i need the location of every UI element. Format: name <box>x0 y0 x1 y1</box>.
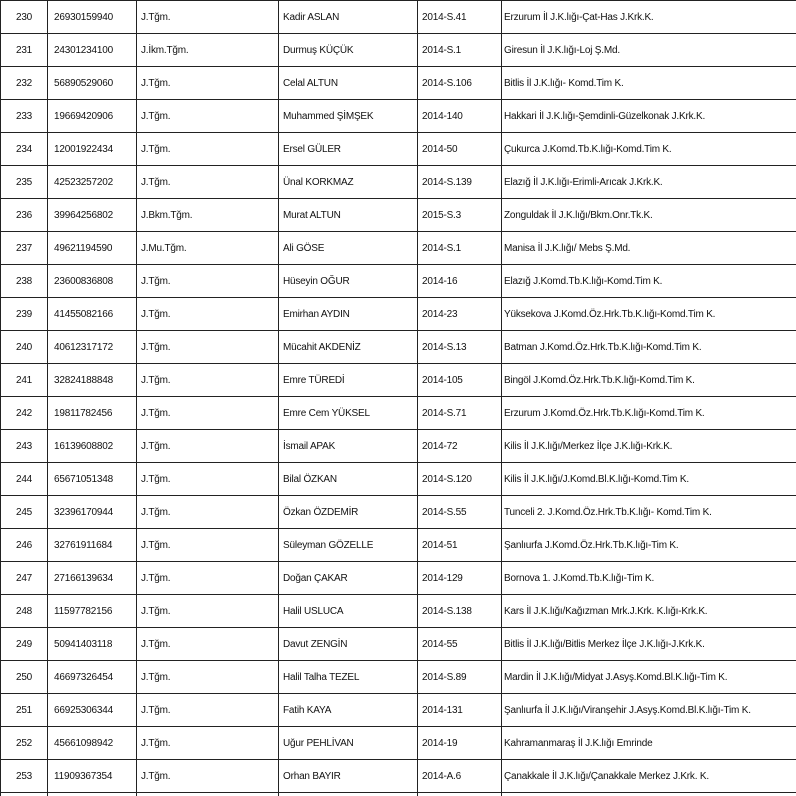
cell-assigned-unit: Şanlıurfa İl J.K.lığı/Viranşehir J.Asyş.Komd.Bl.K.lığı-Tim K. <box>502 694 796 727</box>
cell-rank: J.Mu.Tğm. <box>137 232 279 265</box>
table-row <box>1 364 796 397</box>
cell-course-code: 2014-55 <box>418 628 502 661</box>
cell-full-name: Halil USLUCA <box>279 595 418 628</box>
cell-rank: J.Tğm. <box>137 661 279 694</box>
cell-row-number: 251 <box>1 694 48 727</box>
table-row <box>1 331 796 364</box>
cell-full-name: Emre Cem YÜKSEL <box>279 397 418 430</box>
cell-assigned-unit: Bitlis İl J.K.lığı- Komd.Tim K. <box>502 67 796 100</box>
cell-row-number: 232 <box>1 67 48 100</box>
cell-course-code: 2014-51 <box>418 529 502 562</box>
cell-id-number: 50941403118 <box>48 628 137 661</box>
table-row <box>1 661 796 694</box>
cell-id-number: 27166139634 <box>48 562 137 595</box>
cell-id-number: 66925306344 <box>48 694 137 727</box>
cell-row-number: 238 <box>1 265 48 298</box>
cell-full-name: Davut ZENGİN <box>279 628 418 661</box>
table-row <box>1 166 796 199</box>
cell-row-number: 242 <box>1 397 48 430</box>
table-row-partial <box>1 793 796 796</box>
table-row <box>1 529 796 562</box>
cell-full-name: Durmuş KÜÇÜK <box>279 34 418 67</box>
cell-row-number: 248 <box>1 595 48 628</box>
table-row <box>1 496 796 529</box>
cell-assigned-unit: Elazığ J.Komd.Tb.K.lığı-Komd.Tim K. <box>502 265 796 298</box>
cell-rank: J.Tğm. <box>137 331 279 364</box>
cell-course-code: 2014-A.6 <box>418 760 502 793</box>
cell-id-number: 11909367354 <box>48 760 137 793</box>
cell-course-code: 2014-S.55 <box>418 496 502 529</box>
cell-course-code: 2014-S.138 <box>418 595 502 628</box>
cell-full-name: Özkan ÖZDEMİR <box>279 496 418 529</box>
cell-id-number: 32824188848 <box>48 364 137 397</box>
cell-row-number: 235 <box>1 166 48 199</box>
cell-full-name: Mücahit AKDENİZ <box>279 331 418 364</box>
cell-course-code: 2014-S.106 <box>418 67 502 100</box>
cell-course-code: 2014-19 <box>418 727 502 760</box>
cell-full-name: Bilal ÖZKAN <box>279 463 418 496</box>
cell-course-code: 2014-23 <box>418 298 502 331</box>
table-row <box>1 67 796 100</box>
cell-assigned-unit: Yüksekova J.Komd.Öz.Hrk.Tb.K.lığı-Komd.Tim K. <box>502 298 796 331</box>
cell-assigned-unit: Bingöl J.Komd.Öz.Hrk.Tb.K.lığı-Komd.Tim K. <box>502 364 796 397</box>
cell-full-name: Murat ALTUN <box>279 199 418 232</box>
cell-assigned-unit: Erzurum İl J.K.lığı-Çat-Has J.Krk.K. <box>502 1 796 34</box>
cell-row-number: 234 <box>1 133 48 166</box>
cell-course-code: 2014-129 <box>418 562 502 595</box>
cell-rank: J.Tğm. <box>137 727 279 760</box>
cell-course-code: 2014-105 <box>418 364 502 397</box>
cell-row-number: 245 <box>1 496 48 529</box>
cell-rank: J.Tğm. <box>137 265 279 298</box>
empty-cell <box>137 793 279 796</box>
cell-full-name: Muhammed ŞİMŞEK <box>279 100 418 133</box>
table-row <box>1 760 796 793</box>
cell-course-code: 2014-72 <box>418 430 502 463</box>
cell-row-number: 233 <box>1 100 48 133</box>
cell-rank: J.Tğm. <box>137 166 279 199</box>
cell-row-number: 246 <box>1 529 48 562</box>
cell-full-name: Emre TÜREDİ <box>279 364 418 397</box>
cell-rank: J.Tğm. <box>137 496 279 529</box>
cell-course-code: 2014-140 <box>418 100 502 133</box>
cell-row-number: 250 <box>1 661 48 694</box>
cell-rank: J.Tğm. <box>137 760 279 793</box>
table-row <box>1 694 796 727</box>
cell-course-code: 2014-S.1 <box>418 232 502 265</box>
cell-id-number: 24301234100 <box>48 34 137 67</box>
cell-full-name: Kadir ASLAN <box>279 1 418 34</box>
cell-row-number: 244 <box>1 463 48 496</box>
cell-rank: J.Tğm. <box>137 694 279 727</box>
cell-assigned-unit: Zonguldak İl J.K.lığı/Bkm.Onr.Tk.K. <box>502 199 796 232</box>
cell-rank: J.Tğm. <box>137 430 279 463</box>
cell-full-name: Uğur PEHLİVAN <box>279 727 418 760</box>
cell-row-number: 240 <box>1 331 48 364</box>
cell-assigned-unit: Batman J.Komd.Öz.Hrk.Tb.K.lığı-Komd.Tim K. <box>502 331 796 364</box>
empty-cell <box>502 793 796 796</box>
cell-rank: J.Tğm. <box>137 397 279 430</box>
cell-full-name: İsmail APAK <box>279 430 418 463</box>
cell-assigned-unit: Erzurum J.Komd.Öz.Hrk.Tb.K.lığı-Komd.Tim K. <box>502 397 796 430</box>
cell-rank: J.Tğm. <box>137 562 279 595</box>
cell-course-code: 2014-S.120 <box>418 463 502 496</box>
cell-row-number: 247 <box>1 562 48 595</box>
cell-rank: J.İkm.Tğm. <box>137 34 279 67</box>
cell-assigned-unit: Kilis İl J.K.lığı/J.Komd.Bl.K.lığı-Komd.Tim K. <box>502 463 796 496</box>
cell-full-name: Celal ALTUN <box>279 67 418 100</box>
cell-assigned-unit: Bitlis İl J.K.lığı/Bitlis Merkez İlçe J.K.lığı-J.Krk.K. <box>502 628 796 661</box>
cell-rank: J.Tğm. <box>137 100 279 133</box>
cell-rank: J.Tğm. <box>137 529 279 562</box>
cell-row-number: 231 <box>1 34 48 67</box>
cell-id-number: 12001922434 <box>48 133 137 166</box>
cell-id-number: 32396170944 <box>48 496 137 529</box>
cell-assigned-unit: Tunceli 2. J.Komd.Öz.Hrk.Tb.K.lığı- Komd.Tim K. <box>502 496 796 529</box>
cell-rank: J.Tğm. <box>137 595 279 628</box>
cell-id-number: 16139608802 <box>48 430 137 463</box>
cell-assigned-unit: Bornova 1. J.Komd.Tb.K.lığı-Tim K. <box>502 562 796 595</box>
cell-row-number: 252 <box>1 727 48 760</box>
cell-assigned-unit: Giresun İl J.K.lığı-Loj Ş.Md. <box>502 34 796 67</box>
cell-full-name: Ali GÖSE <box>279 232 418 265</box>
cell-id-number: 19811782456 <box>48 397 137 430</box>
cell-assigned-unit: Şanlıurfa J.Komd.Öz.Hrk.Tb.K.lığı-Tim K. <box>502 529 796 562</box>
table-row <box>1 34 796 67</box>
table-body <box>1 1 796 796</box>
cell-id-number: 42523257202 <box>48 166 137 199</box>
cell-rank: J.Tğm. <box>137 463 279 496</box>
cell-row-number: 243 <box>1 430 48 463</box>
cell-full-name: Ünal KORKMAZ <box>279 166 418 199</box>
empty-cell <box>418 793 502 796</box>
table-row <box>1 562 796 595</box>
cell-assigned-unit: Çukurca J.Komd.Tb.K.lığı-Komd.Tim K. <box>502 133 796 166</box>
cell-rank: J.Tğm. <box>137 1 279 34</box>
table-row <box>1 727 796 760</box>
cell-course-code: 2014-16 <box>418 265 502 298</box>
cell-full-name: Fatih KAYA <box>279 694 418 727</box>
cell-row-number: 253 <box>1 760 48 793</box>
cell-course-code: 2014-S.89 <box>418 661 502 694</box>
cell-full-name: Süleyman GÖZELLE <box>279 529 418 562</box>
table-row <box>1 595 796 628</box>
cell-full-name: Ersel GÜLER <box>279 133 418 166</box>
cell-assigned-unit: Hakkari İl J.K.lığı-Şemdinli-Güzelkonak J.Krk.K. <box>502 100 796 133</box>
cell-id-number: 56890529060 <box>48 67 137 100</box>
cell-rank: J.Tğm. <box>137 364 279 397</box>
cell-course-code: 2015-S.3 <box>418 199 502 232</box>
cell-row-number: 239 <box>1 298 48 331</box>
cell-assigned-unit: Kars İl J.K.lığı/Kağızman Mrk.J.Krk. K.lığı-Krk.K. <box>502 595 796 628</box>
cell-course-code: 2014-S.41 <box>418 1 502 34</box>
cell-id-number: 45661098942 <box>48 727 137 760</box>
cell-assigned-unit: Elazığ İl J.K.lığı-Erimli-Arıcak J.Krk.K. <box>502 166 796 199</box>
cell-id-number: 11597782156 <box>48 595 137 628</box>
cell-rank: J.Tğm. <box>137 628 279 661</box>
cell-full-name: Orhan BAYIR <box>279 760 418 793</box>
cell-id-number: 65671051348 <box>48 463 137 496</box>
table-row <box>1 232 796 265</box>
cell-full-name: Halil Talha TEZEL <box>279 661 418 694</box>
table-row <box>1 265 796 298</box>
table-row <box>1 628 796 661</box>
table-row <box>1 133 796 166</box>
empty-cell <box>48 793 137 796</box>
table-row <box>1 199 796 232</box>
table-row <box>1 397 796 430</box>
cell-row-number: 237 <box>1 232 48 265</box>
cell-assigned-unit: Mardin İl J.K.lığı/Midyat J.Asyş.Komd.Bl.K.lığı-Tim K. <box>502 661 796 694</box>
cell-rank: J.Bkm.Tğm. <box>137 199 279 232</box>
table-row <box>1 463 796 496</box>
table-row <box>1 100 796 133</box>
cell-id-number: 46697326454 <box>48 661 137 694</box>
cell-course-code: 2014-S.139 <box>418 166 502 199</box>
cell-course-code: 2014-S.71 <box>418 397 502 430</box>
cell-full-name: Emirhan AYDIN <box>279 298 418 331</box>
cell-id-number: 39964256802 <box>48 199 137 232</box>
cell-full-name: Doğan ÇAKAR <box>279 562 418 595</box>
table-row <box>1 1 796 34</box>
cell-rank: J.Tğm. <box>137 133 279 166</box>
cell-id-number: 23600836808 <box>48 265 137 298</box>
cell-row-number: 249 <box>1 628 48 661</box>
cell-course-code: 2014-S.13 <box>418 331 502 364</box>
cell-id-number: 26930159940 <box>48 1 137 34</box>
cell-row-number: 241 <box>1 364 48 397</box>
cell-rank: J.Tğm. <box>137 298 279 331</box>
table-row <box>1 430 796 463</box>
empty-cell <box>1 793 48 796</box>
cell-id-number: 41455082166 <box>48 298 137 331</box>
cell-assigned-unit: Kahramanmaraş İl J.K.lığı Emrinde <box>502 727 796 760</box>
cell-id-number: 19669420906 <box>48 100 137 133</box>
cell-id-number: 32761911684 <box>48 529 137 562</box>
cell-course-code: 2014-50 <box>418 133 502 166</box>
cell-course-code: 2014-131 <box>418 694 502 727</box>
cell-assigned-unit: Çanakkale İl J.K.lığı/Çanakkale Merkez J.Krk. K. <box>502 760 796 793</box>
cell-id-number: 49621194590 <box>48 232 137 265</box>
cell-row-number: 236 <box>1 199 48 232</box>
cell-row-number: 230 <box>1 1 48 34</box>
cell-course-code: 2014-S.1 <box>418 34 502 67</box>
cell-id-number: 40612317172 <box>48 331 137 364</box>
empty-cell <box>279 793 418 796</box>
cell-assigned-unit: Kilis İl J.K.lığı/Merkez İlçe J.K.lığı-Krk.K. <box>502 430 796 463</box>
cell-assigned-unit: Manisa İl J.K.lığı/ Mebs Ş.Md. <box>502 232 796 265</box>
cell-rank: J.Tğm. <box>137 67 279 100</box>
table-row <box>1 298 796 331</box>
cell-full-name: Hüseyin OĞUR <box>279 265 418 298</box>
